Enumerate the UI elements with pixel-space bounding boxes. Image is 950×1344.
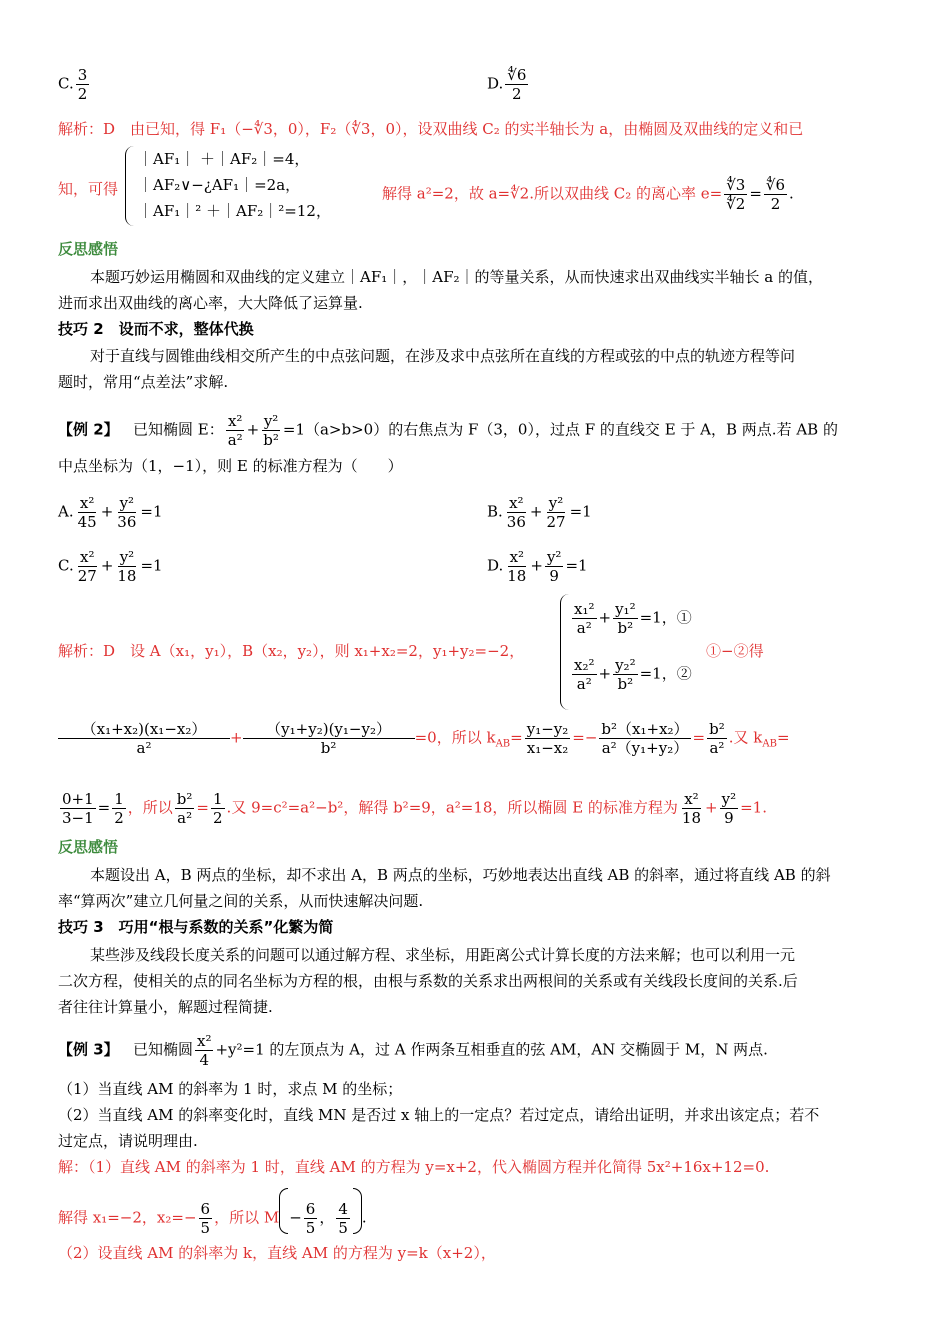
solution1-result: 解得 a²=2，故 a=∜2.所以双曲线 C₂ 的离心率 e= $\frac{∜3}{∜2}$ = $\frac{∜6}{2}$ . — [382, 176, 794, 213]
tip3-title: 技巧 3 巧用“根与系数的关系”化繁为简 — [58, 918, 334, 936]
solution1-prefix: 知，可得 — [58, 180, 119, 198]
tip3-line2: 二次方程，使相关的点的同名坐标为方程的根，由根与系数的关系求出两根间的关系或有关线段长度间的关系.后 — [58, 972, 798, 990]
tip3-line1: 某些涉及线段长度关系的问题可以通过解方程、求坐标，用距离公式计算长度的方法来解；也可以利用一元 — [90, 946, 796, 964]
solution2-equation: $\frac{\text{（x₁+x₂)(x₁−x₂）}}{\text{a²}}$ + $\frac{\text{（y₁+y₂)(y₁−y₂）}}{\text{b²}}$ =0，所以 $k_{AB}=$ $\frac{\text{y₁−y₂}}{\text{x₁−x₂}}$ =− $\frac{\text{b²（x₁+x₂）}}{\text{a²（y₁+y₂）}}$ = $\frac{\text{b²}}{\text{a²}}$ .又 $k_{AB}=$ — [58, 720, 790, 757]
reflection1-line1: 本题巧妙运用椭圆和双曲线的定义建立｜AF₁｜，｜AF₂｜的等量关系，从而快速求出双曲线实半轴长 a 的值， — [90, 268, 823, 286]
tip3-line3: 者往往计算量小，解题过程简捷. — [58, 998, 273, 1016]
left-paren — [279, 1188, 288, 1234]
solution2-line3: $\frac{0+1}{3-1}$ = $\frac{1}{2}$ ，所以 $\frac{\text{b²}}{\text{a²}}$ = $\frac{1}{2}$ .又 9=c²=a²−b²，解得 b²=9，a²=18，所以椭圆 E 的标准方程为 $\frac{\text{x²}}{18}$ + $\frac{\text{y²}}{9}$ =1. — [62, 790, 767, 827]
system1-eq3: ｜AF₁｜² ＋｜AF₂｜²=12， — [138, 202, 331, 220]
option-d: D. $\frac{∜6}{2}$ — [487, 66, 527, 103]
right-paren — [353, 1188, 362, 1234]
example3-q2b: 过定点，请说明理由. — [58, 1132, 198, 1150]
system1-eq2: ｜AF₂∨−¿AF₁｜=2a， — [138, 176, 301, 194]
solution3-line3: （2）设直线 AM 的斜率为 k，直线 AM 的方程为 y=k（x+2）， — [58, 1244, 496, 1262]
solution2-pre: 解析：D 设 A（x₁，y₁），B（x₂，y₂），则 x₁+x₂=2，y₁+y₂=−2， — [58, 642, 525, 660]
solution3-line1: 解：（1）直线 AM 的斜率为 1 时，直线 AM 的方程为 y=x+2，代入椭圆方程并化简得 5x²+16x+12=0. — [58, 1158, 770, 1176]
system2-brace — [560, 594, 569, 710]
example2-option-d: D. $\frac{\text{x²}}{18}$ + $\frac{\text{y²}}{9}$ =1 — [487, 548, 588, 585]
system2-eq2: $\frac{\text{x₂²}}{\text{a²}}$ + $\frac{\text{y₂²}}{\text{b²}}$ =1，② — [574, 656, 692, 693]
tip2-title: 技巧 2 设而不求，整体代换 — [58, 320, 254, 338]
example2-stem: 【例 2】 已知椭圆 E： $\frac{\text{x²}}{\text{a²}}$ + $\frac{\text{y²}}{\text{b²}}$ =1（a>b>0）的右焦点为 F（3，0），过点 F 的直线交 E 于 A，B 两点.若 AB 的 — [58, 412, 838, 449]
example2-option-b: B. $\frac{\text{x²}}{36}$ + $\frac{\text{y²}}{27}$ =1 — [487, 494, 592, 531]
tip2-line1: 对于直线与圆锥曲线相交所产生的中点弦问题，在涉及求中点弦所在直线的方程或弦的中点的轨迹方程等问 — [90, 347, 796, 365]
example3-q1: （1）当直线 AM 的斜率为 1 时，求点 M 的坐标； — [58, 1080, 403, 1098]
solution1-line1: 解析：D 由已知，得 F₁（−∜3，0），F₂（∜3，0），设双曲线 C₂ 的实半轴长为 a，由椭圆及双曲线的定义和已 — [58, 120, 804, 138]
option-c: C. $\frac{3}{2}$ — [58, 66, 88, 103]
example2-option-a: A. $\frac{\text{x²}}{45}$ + $\frac{\text{y²}}{36}$ =1 — [58, 494, 163, 531]
solution2-subtract: ①−②得 — [706, 642, 764, 660]
system-brace — [125, 146, 134, 226]
reflection2-line2: 率“算两次”建立几何量之间的关系，从而快速解决问题. — [58, 892, 424, 910]
reflection2-title: 反思感悟 — [58, 838, 119, 856]
example3-q2: （2）当直线 AM 的斜率变化时，直线 MN 是否过 x 轴上的一定点？若过定点，请给出证明，并求出该定点；若不 — [58, 1106, 820, 1124]
reflection1-line2: 进而求出双曲线的离心率，大大降低了运算量. — [58, 294, 363, 312]
reflection1-title: 反思感悟 — [58, 240, 119, 258]
reflection2-line1: 本题设出 A，B 两点的坐标，却不求出 A，B 两点的坐标，巧妙地表达出直线 AB 的斜率，通过将直线 AB 的斜 — [90, 866, 831, 884]
example3-stem: 【例 3】 已知椭圆 $\frac{\text{x²}}{4}$ +y²=1 的左顶点为 A，过 A 作两条互相垂直的弦 AM，AN 交椭圆于 M，N 两点. — [58, 1032, 768, 1069]
example2-option-c: C. $\frac{\text{x²}}{27}$ + $\frac{\text{y²}}{18}$ =1 — [58, 548, 163, 585]
solution3-line2: 解得 x₁=−2，x₂=− $\frac{6}{5}$ ，所以 M − $\frac{6}{5}$ ， $\frac{4}{5}$ . — [58, 1200, 367, 1237]
system1-eq1: ｜AF₁｜ ＋｜AF₂｜=4， — [138, 150, 310, 168]
system2-eq1: $\frac{\text{x₁²}}{\text{a²}}$ + $\frac{\text{y₁²}}{\text{b²}}$ =1，① — [574, 600, 692, 637]
tip2-line2: 题时，常用“点差法”求解. — [58, 373, 229, 391]
example2-line2: 中点坐标为（1，−1），则 E 的标准方程为（ ） — [58, 457, 403, 475]
